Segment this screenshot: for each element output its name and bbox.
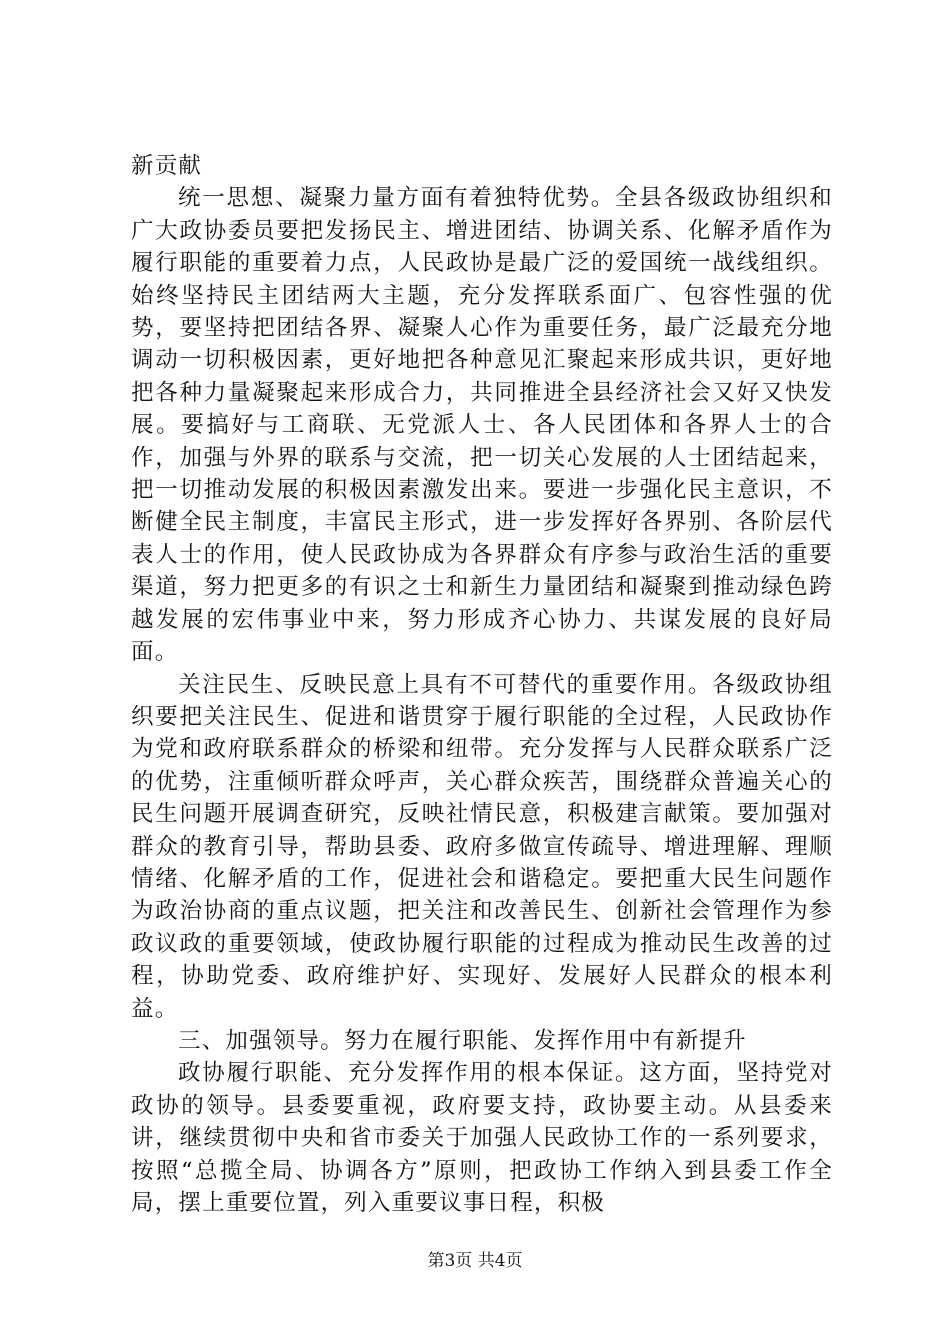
paragraph-heading-continuation: 新贡献	[131, 153, 203, 179]
paragraph-livelihood: 关注民生、反映民意上具有不可替代的重要作用。各级政协组织要把关注民生、促进和谐贯穿于履行职能的全过程，人民政协作为党和政府联系群众的桥梁和纽带。充分发挥与人民群众联系广泛的优势，注重倾听群众呼声，关心群众疾苦，围绕群众普遍关心的民生问题开展调查研究，反映社情民意，积极建言献策。要加强对群众的教育引导，帮助县委、政府多做宣传疏导、增进理解、理顺情绪、化解矛盾的工作，促进社会和谐稳定。要把重大民生问题作为政治协商的重点议题，把关注和改善民生、创新社会管理作为参政议政的重要领域，使政协履行职能的过程成为推动民生改善的过程，协助党委、政府维护好、实现好、发展好人民群众的根本利益。	[131, 671, 833, 1022]
page-number-footer: 第3页 共4页	[427, 1251, 523, 1271]
section-heading-leadership: 三、加强领导。努力在履行职能、发挥作用中有新提升	[178, 1027, 747, 1054]
paragraph-guarantee: 政协履行职能、充分发挥作用的根本保证。这方面，坚持党对政协的领导。县委要重视，政府要支持，政协要主动。从县委来讲，继续贯彻中央和省市委关于加强人民政协工作的一系列要求，按照“总揽全局、协调各方”原则，把政协工作纳入到县委工作全局，摆上重要位置，列入重要议事日程，积极	[131, 1060, 833, 1216]
document-body	[131, 150, 833, 1219]
paragraph-unity: 统一思想、凝聚力量方面有着独特优势。全县各级政协组织和广大政协委员要把发扬民主、增进团结、协调关系、化解矛盾作为履行职能的重要着力点，人民政协是最广泛的爱国统一战线组织。始终坚持民主团结两大主题，充分发挥联系面广、包容性强的优势，要坚持把团结各界、凝聚人心作为重要任务，最广泛最充分地调动一切积极因素，更好地把各种意见汇聚起来形成共识，更好地把各种力量凝聚起来形成合力，共同推进全县经济社会又好又快发展。要搞好与工商联、无党派人士、各人民团体和各界人士的合作，加强与外界的联系与交流，把一切关心发展的人士团结起来，把一切推动发展的积极因素激发出来。要进一步强化民主意识，不断健全民主制度，丰富民主形式，进一步发挥好各界别、各阶层代表人士的作用，使人民政协成为各界群众有序参与政治生活的重要渠道，努力把更多的有识之士和新生力量团结和凝聚到推动绿色跨越发展的宏伟事业中来，努力形成齐心协力、共谋发展的良好局面。	[131, 185, 833, 666]
